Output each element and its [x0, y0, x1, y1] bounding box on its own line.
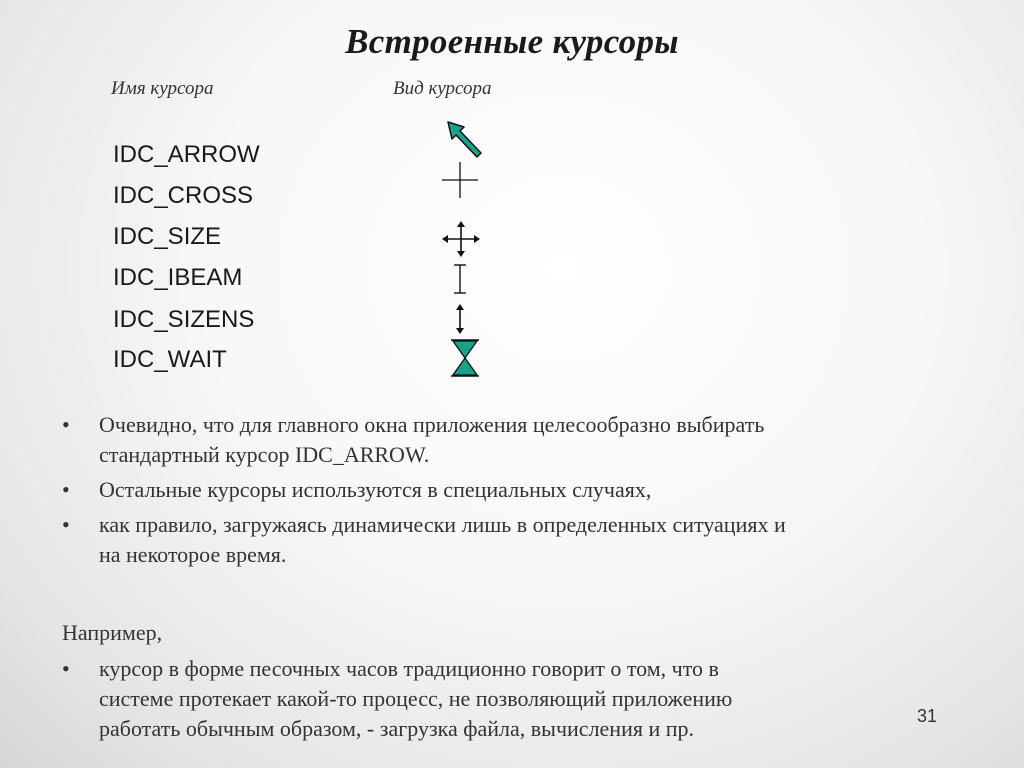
cursor-row-arrow — [0, 140, 600, 180]
cross-cursor-icon — [440, 160, 480, 200]
cursor-name: IDC_CROSS — [113, 182, 254, 209]
example-bullet — [62, 654, 942, 744]
cursor-row-sizens — [0, 305, 600, 345]
bullet-text: на некоторое время. — [99, 542, 287, 567]
ibeam-cursor-icon — [448, 262, 472, 296]
bullet-item — [62, 410, 942, 470]
bullet-dot: • — [62, 412, 70, 437]
cursor-view-column-header: Вид курсора — [393, 78, 492, 99]
size-cursor-icon — [441, 220, 481, 258]
bullet-item — [62, 475, 942, 505]
cursor-name-column-header: Имя курсора — [111, 78, 214, 99]
cursor-row-wait — [0, 345, 600, 385]
bullet-text: как правило, загружаясь динамически лишь в определенных ситуациях и — [99, 512, 786, 537]
bullet-text: работать обычным образом, - загрузка файла, вычисления и пр. — [99, 716, 695, 741]
cursor-row-size — [0, 222, 600, 262]
cursor-name: IDC_ARROW — [113, 141, 260, 168]
bullet-dot: • — [62, 512, 70, 537]
bullet-item — [62, 510, 942, 570]
sizens-cursor-icon — [452, 303, 468, 335]
cursor-row-ibeam — [0, 263, 600, 303]
bullet-text: Очевидно, что для главного окна приложения целесообразно выбирать — [99, 412, 765, 437]
cursor-name: IDC_SIZENS — [113, 306, 255, 333]
hourglass-cursor-icon — [448, 338, 482, 378]
bullet-list — [62, 410, 942, 570]
bullet-text: курсор в форме песочных часов традиционно говорит о том, что в — [99, 656, 719, 681]
example-block — [62, 618, 942, 744]
arrow-cursor-icon — [440, 116, 490, 164]
cursor-name: IDC_SIZE — [113, 223, 222, 250]
cursor-name: IDC_WAIT — [113, 346, 227, 373]
page-number: 31 — [917, 706, 938, 726]
bullet-text: Остальные курсоры используются в специальных случаях, — [99, 477, 652, 502]
example-intro: Например, — [62, 620, 163, 645]
bullet-dot: • — [62, 656, 70, 681]
cursor-row-cross — [0, 181, 600, 221]
cursor-name: IDC_IBEAM — [113, 264, 243, 291]
bullet-text: системе протекает какой-то процесс, не позволяющий приложению — [99, 686, 733, 711]
slide-title: Встроенные курсоры — [345, 22, 679, 61]
bullet-text: стандартный курсор IDC_ARROW. — [99, 442, 430, 467]
bullet-dot: • — [62, 477, 70, 502]
